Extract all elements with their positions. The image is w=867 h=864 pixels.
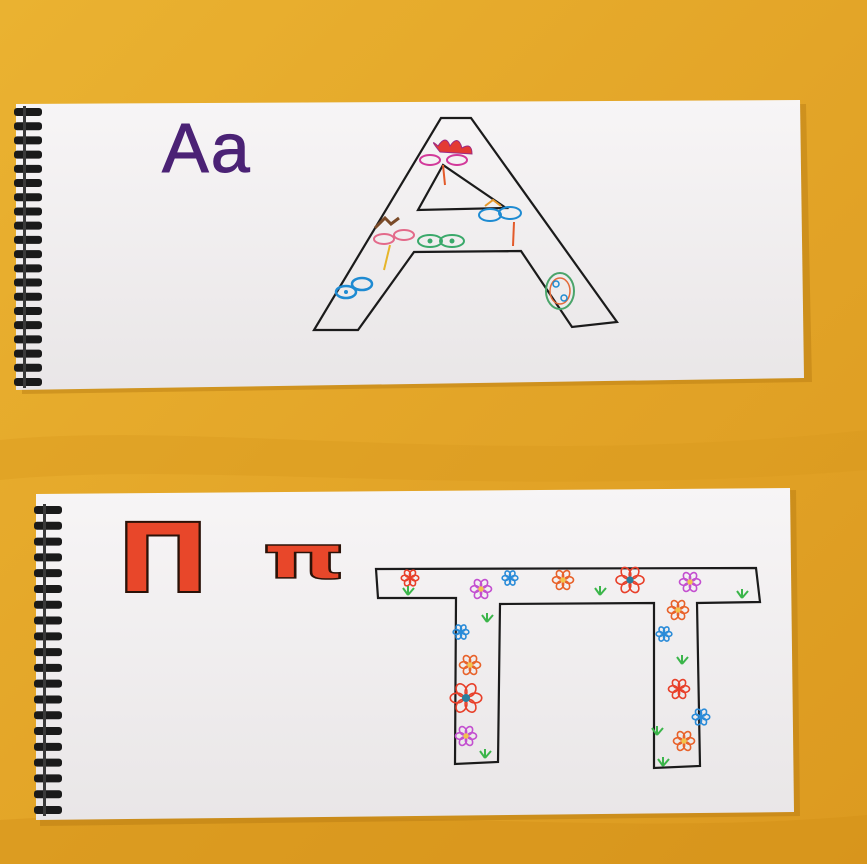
spiral-ring [14, 364, 42, 372]
spiral-ring [34, 538, 62, 546]
spiral-ring [14, 165, 42, 173]
spiral-ring [14, 307, 42, 315]
spiral-ring [14, 321, 42, 329]
spiral-ring [34, 506, 62, 514]
spiral-ring [34, 617, 62, 625]
spiral-ring [34, 711, 62, 719]
spiral-spine [43, 504, 46, 816]
spiral-ring [34, 632, 62, 640]
spiral-ring [34, 522, 62, 530]
spiral-ring [34, 695, 62, 703]
spiral-ring [34, 790, 62, 798]
spiral-ring [34, 774, 62, 782]
spiral-ring [34, 601, 62, 609]
spiral-ring [14, 264, 42, 272]
spiral-ring [14, 108, 42, 116]
spiral-ring [34, 553, 62, 561]
bottom-header-lower: π [262, 523, 346, 593]
bottom-header-upper: Π [116, 503, 210, 615]
spiral-ring [34, 585, 62, 593]
spiral-ring [34, 759, 62, 767]
spiral-ring [14, 207, 42, 215]
spiral-ring [14, 350, 42, 358]
spiral-ring [34, 569, 62, 577]
spiral-ring [34, 727, 62, 735]
spiral-spine [23, 106, 26, 388]
bottom-page [36, 488, 800, 826]
spiral-ring [14, 122, 42, 130]
spiral-ring [34, 664, 62, 672]
spiral-ring [14, 378, 42, 386]
spiral-ring [14, 236, 42, 244]
spiral-ring [14, 222, 42, 230]
spiral-ring [14, 250, 42, 258]
spiral-ring [14, 179, 42, 187]
top-header-text: Aa [162, 109, 252, 187]
spiral-ring [34, 806, 62, 814]
spiral-ring [34, 648, 62, 656]
top-page [16, 100, 812, 394]
spiral-ring [34, 680, 62, 688]
spiral-ring [14, 335, 42, 343]
spiral-ring [14, 279, 42, 287]
spiral-ring [14, 136, 42, 144]
top-page-paper [16, 100, 804, 390]
spiral-ring [14, 151, 42, 159]
spiral-ring [34, 743, 62, 751]
spiral-ring [14, 193, 42, 201]
spiral-ring [14, 293, 42, 301]
